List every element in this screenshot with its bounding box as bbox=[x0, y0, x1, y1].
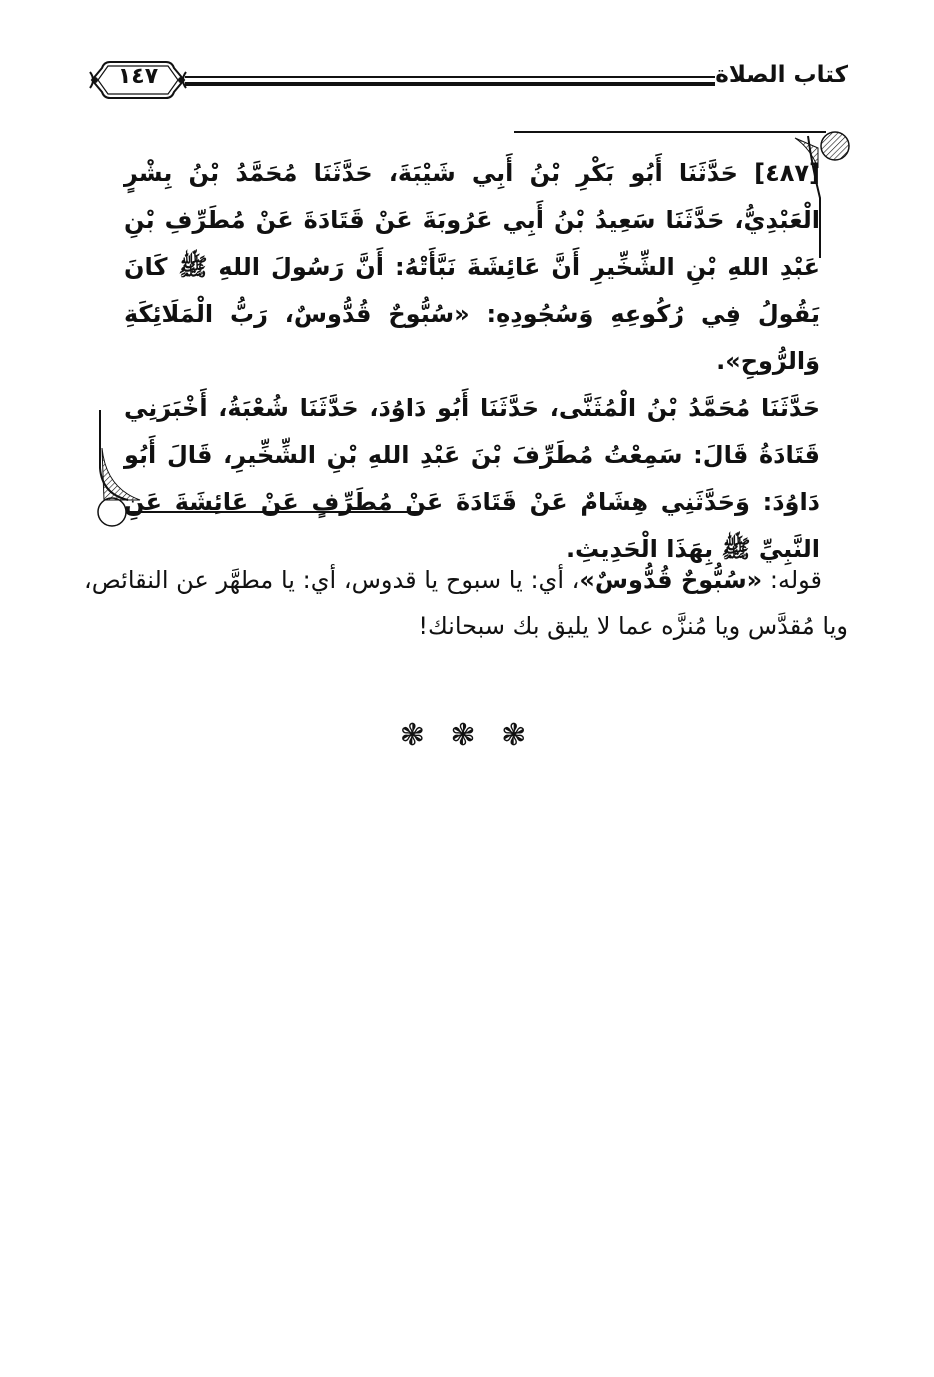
commentary-paragraph bbox=[84, 557, 848, 649]
running-header-title: كتاب الصلاة bbox=[715, 62, 848, 88]
header-rule-thick bbox=[185, 82, 715, 86]
page-number: ١٤٧ bbox=[117, 64, 159, 89]
commentary bbox=[84, 557, 848, 649]
commentary-quoted: «سُبُّوحٌ قُدُّوسٌ» bbox=[579, 566, 763, 594]
hadith-text bbox=[124, 150, 820, 573]
section-separator: ❃ ❃ ❃ bbox=[399, 718, 535, 753]
commentary-body: ، أي: يا سبوح يا قدوس، أي: يا مطهَّر عن النقائص، ويا مُقدَّس ويا مُنزَّه عما لا يليق بك سبحانك! bbox=[84, 566, 848, 640]
commentary-lead: قوله: bbox=[762, 566, 822, 594]
header-rule bbox=[185, 76, 715, 78]
hadith-paragraph-1: [٤٨٧] حَدَّثَنَا أَبُو بَكْرِ بْنُ أَبِي شَيْبَةَ، حَدَّثَنَا مُحَمَّدُ بْنُ بِشْرٍ الْعَبْدِيُّ، حَدَّثَنَا سَعِيدُ بْنُ أَبِي عَرُوبَةَ عَنْ قَتَادَةَ عَنْ مُطَرِّفِ بْنِ عَبْدِ اللهِ بْنِ الشِّخِّيرِ أَنَّ عَائِشَةَ نَبَّأَتْهُ: أَنَّ رَسُولَ اللهِ ﷺ كَانَ يَقُولُ فِي رُكُوعِهِ وَسُجُودِهِ: «سُبُّوحٌ قُدُّوسٌ، رَبُّ الْمَلَائِكَةِ وَالرُّوحِ». bbox=[124, 159, 820, 375]
hadith-paragraph-2: حَدَّثَنَا مُحَمَّدُ بْنُ الْمُثَنَّى، حَدَّثَنَا أَبُو دَاوُدَ، حَدَّثَنَا شُعْبَةُ، أَخْبَرَنِي قَتَادَةُ قَالَ: سَمِعْتُ مُطَرِّفَ بْنَ عَبْدِ اللهِ بْنِ الشِّخِّيرِ، قَالَ أَبُو دَاوُدَ: وَحَدَّثَنِي هِشَامٌ عَنْ قَتَادَةَ عَنْ مُطَرِّفٍ عَنْ عَائِشَةَ عَنِ النَّبِيِّ ﷺ بِهَذَا الْحَدِيثِ. bbox=[124, 394, 820, 563]
